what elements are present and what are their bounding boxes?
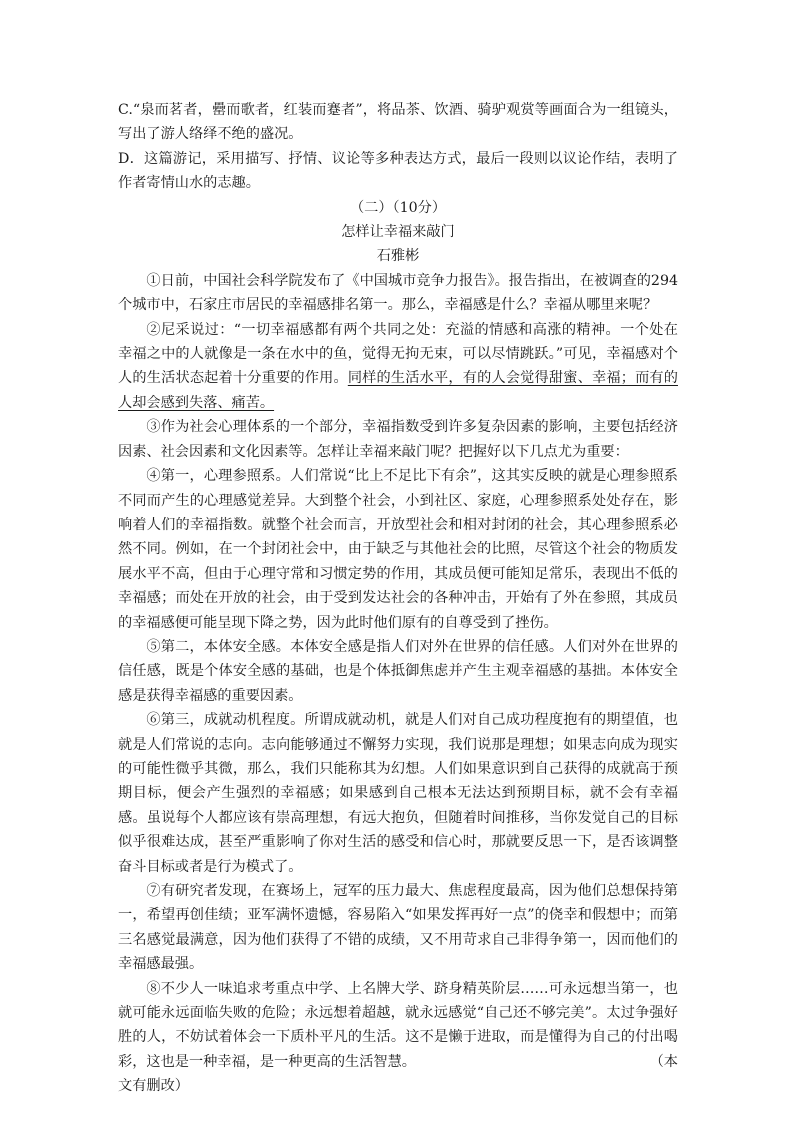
option-c: C.“泉而茗者，罍而歌者，红装而蹇者”，将品茶、饮酒、骑驴观赏等画面合为一组镜头，写出了游人络绎不绝的盛况。 <box>118 102 678 143</box>
paragraph-2-text: ②尼采说过：“一切幸福感都有两个共同之处：充溢的情感和高涨的精神。一个处在幸福之中的人就像是一条在水中的鱼，觉得无拘无束，可以尽情跳跃。”可见，幸福感对个人的生活状态起着十分重要的作用。 <box>118 321 678 387</box>
paragraph-8-text: ⑧不少人一味追求考重点中学、上名牌大学、跻身精英阶层……可永远想当第一，也就可能永远面临失败的危险；永远想着超越，就永远感觉“自己还不够完美”。太过争强好胜的人，不妨试着体会一下质朴平凡的生活。这不是懒于进取，而是懂得为自己的付出喝彩，这也是一种幸福，是一种更高的生活智慧。 <box>118 980 678 1070</box>
paragraph-2 <box>118 318 678 416</box>
paragraph-5: ⑤第二，本体安全感。本体安全感是指人们对外在世界的信任感。人们对外在世界的信任感，既是个体安全感的基础，也是个体抵御焦虑并产生主观幸福感的基拙。本体安全感是获得幸福感的重要因素。 <box>118 638 678 704</box>
article-author: 石雅彬 <box>376 248 420 265</box>
source-note-open: （本 <box>649 1053 678 1070</box>
article-title: 怎样让幸福来敲门 <box>341 224 455 241</box>
paragraph-6: ⑥第三，成就动机程度。所谓成就动机，就是人们对自己成功程度抱有的期望值，也就是人们常说的志向。志向能够通过不懈努力实现，我们说那是理想；如果志向成为现实的可能性微乎其微，那么，我们只能称其为幻想。人们如果意识到自己获得的成就高于预期目标，便会产生强烈的幸福感；如果感到自己根本无法达到预期目标，就不会有幸福感。虽说每个人都应该有崇高理想，有远大抱负，但随着时间推移，当你发觉自己的目标似乎很难达成，甚至严重影响了你对生活的感受和信心时，那就要反思一下，是否该调整奋斗目标或者是行为模式了。 <box>118 712 678 875</box>
paragraph-7: ⑦有研究者发现，在赛场上，冠军的压力最大、焦虑程度最高，因为他们总想保持第一，希望再创佳绩；亚军满怀遗憾，容易陷入“如果发挥再好一点”的侥幸和假想中；而第三名感觉最满意，因为他们获得了不错的成绩，又不用苛求自己非得争第一，因而他们的幸福感最强。 <box>118 883 678 973</box>
source-note: 文有删改） <box>118 1078 189 1095</box>
option-d: D．这篇游记，采用描写、抒情、议论等多种表达方式，最后一段则以议论作结，表明了作者寄情山水的志趣。 <box>118 150 678 192</box>
paragraph-4: ④第一，心理参照系。人们常说“比上不足比下有余”，这其实反映的就是心理参照系不同而产生的心理感觉差异。大到整个社会，小到社区、家庭，心理参照系处处存在，影响着人们的幸福指数。就整个社会而言，开放型社会和相对封闭的社会，其心理参照系必然不同。例如，在一个封闭社会中，由于缺乏与其他社会的比照，尽管这个社会的物质发展水平不高，但由于心理守常和习惯定势的作用，其成员便可能知足常乐，表现出不低的幸福感；而处在开放的社会，由于受到发达社会的各种冲击，开始有了外在参照，其成员的幸福感便可能呈现下降之势，因为此时他们原有的自尊受到了挫伤。 <box>118 468 678 631</box>
paragraph-8 <box>118 977 678 1075</box>
document-page <box>118 98 678 1099</box>
paragraph-2-underlined-sentence: 同样的生活水平，有的人会觉得甜蜜、幸福；而有的人却会感到失落、痛苦。 <box>118 370 678 411</box>
paragraph-1: ①日前，中国社会科学院发布了《中国城市竞争力报告》。报告指出，在被调查的294个城市中，石家庄市居民的幸福感排名第一。那么，幸福感是什么？幸福从哪里来呢？ <box>118 272 678 314</box>
paragraph-3: ③作为社会心理体系的一个部分，幸福指数受到许多复杂因素的影响，主要包括经济因素、社会因素和文化因素等。怎样让幸福来敲门呢？把握好以下几点尤为重要： <box>118 419 678 460</box>
section-heading: （二）（10分） <box>349 199 447 216</box>
